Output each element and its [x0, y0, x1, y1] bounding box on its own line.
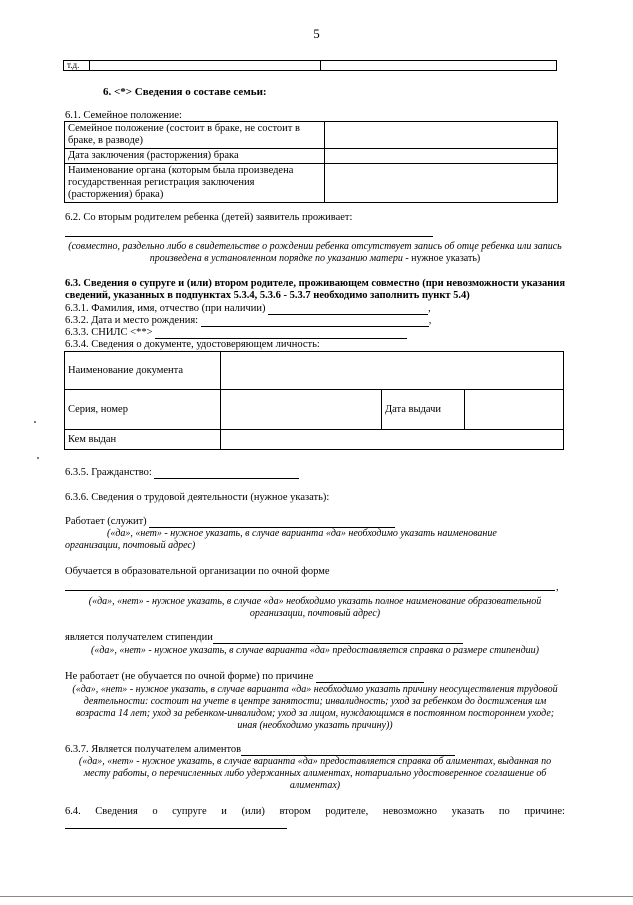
works-input-line[interactable] [149, 516, 395, 528]
studies-label: Обучается в образовательной организации по очной форме [65, 566, 330, 577]
doc-name-value[interactable] [221, 352, 564, 390]
stipend-note: («да», «нет» - нужное указать, в случае варианта «да» предоставляется справка о размере стипендии) [91, 645, 539, 656]
marital-table [64, 121, 558, 203]
top-table [63, 60, 557, 71]
s6-4-input-line[interactable] [65, 828, 287, 829]
registry-office-label: Наименование органа (которым была произведена государственная регистрация заключения (расторжения) брака) [65, 164, 325, 203]
s6-3-1-row: 6.3.1. Фамилия, имя, отчество (при наличии) , [65, 303, 431, 314]
works-note: («да», «нет» - нужное указать, в случае варианта «да» необходимо указать наименование организации, почтовый адрес) [65, 528, 497, 551]
scan-dot [34, 421, 36, 423]
s6-3-5-row: 6.3.5. Гражданство: [65, 467, 299, 479]
s6-3-7-row: 6.3.7. Является получателем алиментов [65, 744, 455, 756]
doc-series-value[interactable] [221, 390, 382, 430]
marriage-date-label: Дата заключения (расторжения) брака [65, 149, 325, 164]
studies-comma: , [556, 582, 559, 593]
stipend-input-line[interactable] [213, 632, 463, 644]
s6-3-3-row: 6.3.3. СНИЛС <**> [65, 327, 485, 339]
stipend-row: является получателем стипендии [65, 632, 463, 644]
marriage-date-value[interactable] [325, 149, 558, 164]
s6-3-2-row: 6.3.2. Дата и место рождения: , [65, 315, 432, 326]
s6-3-4-label: 6.3.4. Сведения о документе, удостоверяющем личность: [65, 339, 320, 350]
s6-4-row: 6.4. Сведения о супруге и (или) втором родителе, невозможно указать по причине: [65, 806, 565, 817]
studies-note: («да», «нет» - нужное указать, в случае «да» необходимо указать полное наименование образовательной организации, почтовый адрес) [88, 596, 542, 619]
snils-input-line[interactable] [155, 327, 407, 339]
doc-issuer-label: Кем выдан [65, 430, 221, 450]
scan-dot [37, 457, 39, 459]
doc-issuer-value[interactable] [221, 430, 564, 450]
doc-date-value[interactable] [465, 390, 564, 430]
top-table-empty-cell[interactable] [321, 61, 557, 71]
top-table-cell: т.д. [64, 61, 90, 71]
section-6-title: 6. <*> Сведения о составе семьи: [103, 86, 267, 98]
studies-input-line[interactable] [65, 590, 555, 591]
top-table-empty-cell[interactable] [90, 61, 321, 71]
alimony-input-line[interactable] [241, 744, 455, 756]
s6-1-label: 6.1. Семейное положение: [65, 110, 182, 121]
doc-date-label: Дата выдачи [382, 390, 465, 430]
works-row: Работает (служит) [65, 516, 395, 528]
notwork-note: («да», «нет» - нужное указать, в случае варианта «да» необходимо указать причину неосуществления трудовой деятельности: состоит на учете в центре занятости; инвалидность; уход за ребенком до достижения им возраста 14 лет; уход за ребенком-инвалидом; уход за лицом, нуждающимся в постоянном постороннем уходе; иная (необходимо указать причину)) [72, 684, 558, 731]
s6-2-line[interactable] [65, 236, 433, 237]
fio-input-line[interactable] [268, 303, 428, 315]
page-number: 5 [313, 26, 320, 41]
page-bottom-edge [0, 896, 633, 897]
citizenship-input-line[interactable] [154, 467, 299, 479]
s6-3-6-label: 6.3.6. Сведения о трудовой деятельности (нужное указать): [65, 492, 330, 503]
registry-office-value[interactable] [325, 164, 558, 203]
doc-name-label: Наименование документа [65, 352, 221, 390]
identity-doc-table [64, 351, 564, 450]
marital-status-label: Семейное положение (состоит в браке, не состоит в браке, в разводе) [65, 122, 325, 149]
birth-input-line[interactable] [201, 315, 429, 327]
marital-status-value[interactable] [325, 122, 558, 149]
notwork-row: Не работает (не обучается по очной форме) по причине [65, 671, 424, 683]
notwork-input-line[interactable] [316, 671, 424, 683]
s6-2-note: (совместно, раздельно либо в свидетельстве о рождении ребенка отсутствует запись об отце ребенка или запись произведена в установленном порядке по указанию матери - нужное указать) [68, 241, 562, 264]
s6-2-label: 6.2. Со вторым родителем ребенка (детей) заявитель проживает: [65, 212, 353, 223]
alimony-note: («да», «нет» - нужное указать, в случае варианта «да» предоставляется справка об алиментах, выданная по месту работы, о перечисленных либо удержанных алиментах, нотариально удостоверенное соглашение об алиментах) [78, 756, 552, 791]
s6-3-header: 6.3. Сведения о супруге и (или) втором родителе, проживающем совместно (при невозможности указания сведений, указанных в подпунктах 5.3.4, 5.3.6 - 5.3.7 необходимо заполнить пункт 5.4) [65, 278, 565, 301]
doc-series-label: Серия, номер [65, 390, 221, 430]
